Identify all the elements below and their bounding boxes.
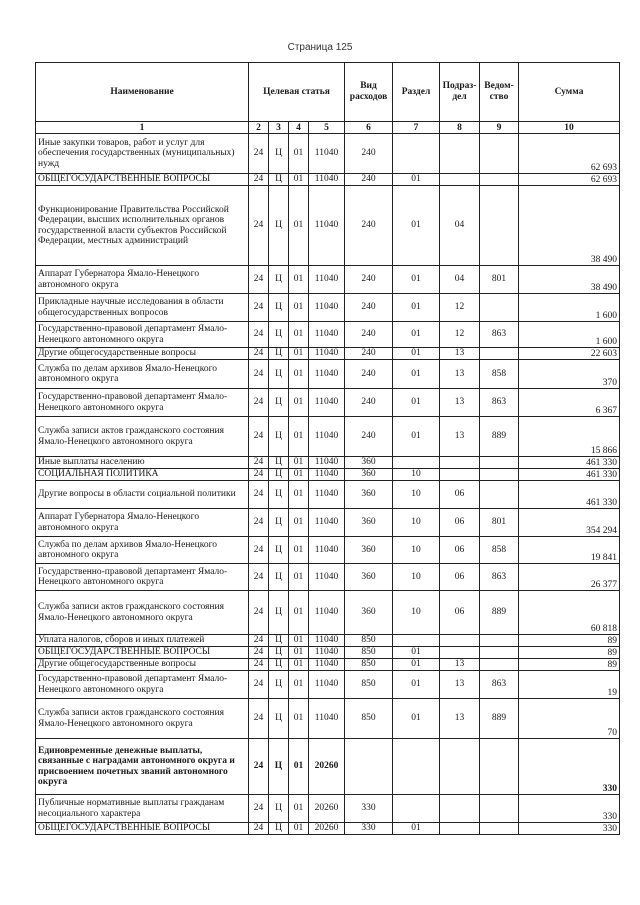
row-code-1: 24 [249,671,269,699]
header-subsection: Подраз-дел [440,63,480,122]
row-code-2: Ц [269,481,289,509]
row-code-2: Ц [269,294,289,322]
row-expense-type: 240 [345,348,393,360]
column-number: 4 [289,122,309,134]
row-section: 10 [393,537,440,564]
row-subsection: 13 [440,671,480,699]
row-subsection [440,469,480,481]
row-code-2: Ц [269,322,289,348]
row-code-1: 24 [249,659,269,671]
row-sum: 38 490 [519,266,620,294]
row-sum: 15 866 [519,417,620,457]
table-row [36,360,620,389]
row-section: 01 [393,360,440,389]
row-sum: 62 693 [519,174,620,186]
row-section: 01 [393,647,440,659]
row-code-2: Ц [269,174,289,186]
row-code-1: 24 [249,591,269,635]
row-code-4: 11040 [309,659,345,671]
table-row [36,635,620,647]
row-subsection: 13 [440,360,480,389]
row-code-2: Ц [269,509,289,537]
row-expense-type: 240 [345,322,393,348]
row-code-4: 11040 [309,186,345,266]
row-section [393,134,440,174]
row-sum: 38 490 [519,186,620,266]
column-number: 9 [480,122,519,134]
row-sum: 89 [519,635,620,647]
row-expense-type: 850 [345,671,393,699]
row-code-3: 01 [289,322,309,348]
row-agency [480,174,519,186]
row-subsection: 06 [440,509,480,537]
row-sum: 19 841 [519,537,620,564]
row-code-4: 11040 [309,469,345,481]
row-code-1: 24 [249,739,269,795]
row-name: ОБЩЕГОСУДАРСТВЕННЫЕ ВОПРОСЫ [36,647,249,659]
row-expense-type: 360 [345,537,393,564]
row-code-3: 01 [289,389,309,417]
row-agency: 889 [480,591,519,635]
row-code-2: Ц [269,699,289,739]
row-subsection [440,823,480,835]
row-name: Функционирование Правительства Российской Федерации, высших исполнительных органов государственной власти субъектов Российской Федерации, местных администраций [36,186,249,266]
row-subsection [440,739,480,795]
row-section: 01 [393,699,440,739]
header-section: Раздел [393,63,440,122]
row-code-1: 24 [249,266,269,294]
row-name: Другие общегосударственные вопросы [36,659,249,671]
row-section [393,635,440,647]
row-code-3: 01 [289,469,309,481]
row-agency: 858 [480,537,519,564]
row-agency [480,186,519,266]
header-sum: Сумма [519,63,620,122]
header-name: Наименование [36,63,249,122]
row-sum: 1 600 [519,294,620,322]
page-number: Страница 125 [287,42,353,53]
row-code-1: 24 [249,564,269,591]
row-code-1: 24 [249,294,269,322]
row-sum: 6 367 [519,389,620,417]
table-row [36,699,620,739]
row-section: 01 [393,823,440,835]
row-name: Аппарат Губернатора Ямало-Ненецкого автономного округа [36,266,249,294]
row-name: Иные выплаты населению [36,457,249,469]
row-agency: 863 [480,671,519,699]
row-sum: 19 [519,671,620,699]
row-code-4: 11040 [309,322,345,348]
row-subsection [440,795,480,823]
row-code-3: 01 [289,795,309,823]
row-name: Другие общегосударственные вопросы [36,348,249,360]
row-code-3: 01 [289,294,309,322]
row-code-3: 01 [289,417,309,457]
row-code-1: 24 [249,457,269,469]
row-name: ОБЩЕГОСУДАРСТВЕННЫЕ ВОПРОСЫ [36,823,249,835]
table-row [36,174,620,186]
row-code-2: Ц [269,537,289,564]
table-row [36,294,620,322]
row-subsection: 06 [440,537,480,564]
row-agency [480,481,519,509]
row-sum: 70 [519,699,620,739]
row-name: Государственно-правовой департамент Ямало-Ненецкого автономного округа [36,322,249,348]
row-code-4: 11040 [309,671,345,699]
row-agency [480,469,519,481]
row-code-2: Ц [269,647,289,659]
row-sum: 461 330 [519,457,620,469]
row-code-4: 11040 [309,417,345,457]
table-row [36,671,620,699]
row-agency: 801 [480,509,519,537]
row-agency [480,457,519,469]
row-section: 10 [393,564,440,591]
row-sum: 22 603 [519,348,620,360]
row-subsection: 06 [440,591,480,635]
row-subsection [440,635,480,647]
row-code-3: 01 [289,739,309,795]
row-name: Другие вопросы в области социальной политики [36,481,249,509]
column-number: 3 [269,122,289,134]
row-expense-type: 240 [345,134,393,174]
row-subsection: 13 [440,389,480,417]
row-section: 01 [393,348,440,360]
row-expense-type: 850 [345,659,393,671]
row-code-4: 20260 [309,823,345,835]
row-code-3: 01 [289,266,309,294]
row-code-3: 01 [289,699,309,739]
row-code-3: 01 [289,174,309,186]
row-code-3: 01 [289,659,309,671]
row-code-2: Ц [269,795,289,823]
row-code-3: 01 [289,481,309,509]
row-code-4: 11040 [309,509,345,537]
row-section: 01 [393,186,440,266]
column-number: 10 [519,122,620,134]
row-name: Аппарат Губернатора Ямало-Ненецкого автономного округа [36,509,249,537]
row-code-2: Ц [269,823,289,835]
row-agency [480,134,519,174]
row-code-4: 20260 [309,795,345,823]
row-sum: 461 330 [519,481,620,509]
row-code-4: 11040 [309,647,345,659]
row-agency: 801 [480,266,519,294]
row-name: Государственно-правовой департамент Ямало-Ненецкого автономного округа [36,389,249,417]
table-row [36,591,620,635]
row-subsection: 13 [440,699,480,739]
row-code-1: 24 [249,795,269,823]
row-name: Государственно-правовой департамент Ямало-Ненецкого автономного округа [36,671,249,699]
row-code-3: 01 [289,134,309,174]
row-code-2: Ц [269,659,289,671]
row-code-1: 24 [249,481,269,509]
row-name: Государственно-правовой департамент Ямало-Ненецкого автономного округа [36,564,249,591]
table-row [36,564,620,591]
row-agency [480,795,519,823]
row-expense-type: 240 [345,389,393,417]
row-sum: 89 [519,647,620,659]
row-subsection [440,647,480,659]
row-code-4: 11040 [309,564,345,591]
row-section [393,457,440,469]
row-sum: 370 [519,360,620,389]
table-row [36,739,620,795]
table-row [36,348,620,360]
table-row [36,417,620,457]
row-code-1: 24 [249,174,269,186]
row-code-3: 01 [289,564,309,591]
row-code-2: Ц [269,564,289,591]
row-expense-type: 240 [345,186,393,266]
row-code-4: 11040 [309,389,345,417]
row-code-1: 24 [249,322,269,348]
row-sum: 89 [519,659,620,671]
row-code-3: 01 [289,186,309,266]
row-code-4: 11040 [309,266,345,294]
row-code-2: Ц [269,266,289,294]
row-code-2: Ц [269,591,289,635]
row-code-3: 01 [289,635,309,647]
row-agency: 889 [480,699,519,739]
row-code-1: 24 [249,509,269,537]
row-code-2: Ц [269,457,289,469]
header-exp-type: Вид расходов [345,63,393,122]
row-code-3: 01 [289,647,309,659]
row-code-1: 24 [249,186,269,266]
row-code-2: Ц [269,389,289,417]
row-section: 01 [393,174,440,186]
row-expense-type: 240 [345,294,393,322]
row-name: Прикладные научные исследования в области общегосударственных вопросов [36,294,249,322]
row-sum: 354 294 [519,509,620,537]
row-sum: 330 [519,823,620,835]
row-code-3: 01 [289,348,309,360]
row-code-4: 11040 [309,457,345,469]
row-expense-type: 240 [345,360,393,389]
row-code-2: Ц [269,469,289,481]
row-section [393,739,440,795]
row-subsection: 06 [440,481,480,509]
row-section: 01 [393,294,440,322]
budget-table [35,62,620,835]
row-name: Служба записи актов гражданского состояния Ямало-Ненецкого автономного округа [36,417,249,457]
row-subsection: 06 [440,564,480,591]
column-number: 2 [249,122,269,134]
row-agency: 858 [480,360,519,389]
row-code-4: 11040 [309,348,345,360]
table-row [36,647,620,659]
row-subsection: 04 [440,266,480,294]
row-agency: 863 [480,564,519,591]
row-subsection: 12 [440,294,480,322]
row-agency [480,348,519,360]
table-row [36,322,620,348]
row-section: 10 [393,469,440,481]
row-code-1: 24 [249,360,269,389]
row-expense-type: 360 [345,509,393,537]
table-row [36,389,620,417]
table-row [36,509,620,537]
table-row [36,186,620,266]
table-row [36,659,620,671]
row-code-2: Ц [269,360,289,389]
row-code-1: 24 [249,389,269,417]
row-section: 10 [393,591,440,635]
row-code-1: 24 [249,469,269,481]
row-name: Служба записи актов гражданского состояния Ямало-Ненецкого автономного округа [36,699,249,739]
row-expense-type: 240 [345,266,393,294]
row-code-3: 01 [289,823,309,835]
table-row [36,266,620,294]
row-agency [480,659,519,671]
row-sum: 62 693 [519,134,620,174]
row-expense-type: 360 [345,481,393,509]
row-subsection: 13 [440,659,480,671]
row-code-1: 24 [249,134,269,174]
column-number: 6 [345,122,393,134]
table-row [36,481,620,509]
row-code-2: Ц [269,134,289,174]
row-sum: 26 377 [519,564,620,591]
row-subsection: 13 [440,417,480,457]
row-code-1: 24 [249,635,269,647]
row-code-4: 11040 [309,635,345,647]
row-code-1: 24 [249,823,269,835]
row-name: Служба записи актов гражданского состояния Ямало-Ненецкого автономного округа [36,591,249,635]
row-section: 01 [393,671,440,699]
row-code-2: Ц [269,671,289,699]
row-code-4: 11040 [309,699,345,739]
row-expense-type: 360 [345,457,393,469]
row-code-2: Ц [269,348,289,360]
table-row [36,134,620,174]
row-section: 01 [393,659,440,671]
row-agency: 863 [480,389,519,417]
row-subsection [440,457,480,469]
row-subsection: 13 [440,348,480,360]
row-expense-type: 240 [345,417,393,457]
row-name: Иные закупки товаров, работ и услуг для обеспечения государственных (муниципальных) нужд [36,134,249,174]
row-expense-type: 850 [345,699,393,739]
row-code-1: 24 [249,699,269,739]
row-name: Служба по делам архивов Ямало-Ненецкого автономного округа [36,360,249,389]
row-code-4: 11040 [309,294,345,322]
row-subsection: 12 [440,322,480,348]
row-sum: 330 [519,739,620,795]
row-subsection [440,134,480,174]
row-section: 01 [393,417,440,457]
column-number: 7 [393,122,440,134]
table-row [36,469,620,481]
row-agency [480,635,519,647]
header-target: Целевая статья [249,63,345,122]
row-section [393,795,440,823]
row-code-2: Ц [269,417,289,457]
table-row [36,823,620,835]
row-code-4: 11040 [309,174,345,186]
row-code-3: 01 [289,591,309,635]
row-code-3: 01 [289,537,309,564]
row-code-4: 20260 [309,739,345,795]
row-code-4: 11040 [309,537,345,564]
row-sum: 60 818 [519,591,620,635]
row-code-4: 11040 [309,591,345,635]
row-sum: 330 [519,795,620,823]
row-expense-type: 360 [345,591,393,635]
row-expense-type: 360 [345,469,393,481]
row-expense-type: 850 [345,635,393,647]
row-code-1: 24 [249,417,269,457]
row-agency [480,294,519,322]
row-agency [480,739,519,795]
row-code-2: Ц [269,186,289,266]
row-code-3: 01 [289,457,309,469]
column-number-row [36,122,620,134]
row-expense-type: 360 [345,564,393,591]
table-row [36,795,620,823]
row-code-3: 01 [289,671,309,699]
column-number: 8 [440,122,480,134]
row-agency: 863 [480,322,519,348]
row-code-1: 24 [249,348,269,360]
row-agency: 889 [480,417,519,457]
row-expense-type: 330 [345,823,393,835]
row-code-1: 24 [249,647,269,659]
row-expense-type [345,739,393,795]
row-code-3: 01 [289,360,309,389]
row-subsection [440,174,480,186]
row-section: 01 [393,266,440,294]
row-code-2: Ц [269,739,289,795]
row-agency [480,823,519,835]
row-name: Служба по делам архивов Ямало-Ненецкого автономного округа [36,537,249,564]
table-row [36,457,620,469]
row-expense-type: 850 [345,647,393,659]
row-name: ОБЩЕГОСУДАРСТВЕННЫЕ ВОПРОСЫ [36,174,249,186]
row-section: 10 [393,509,440,537]
header-agency: Ведом-ство [480,63,519,122]
row-sum: 461 330 [519,469,620,481]
table-header-row [36,63,620,122]
row-code-3: 01 [289,509,309,537]
row-expense-type: 240 [345,174,393,186]
row-code-4: 11040 [309,134,345,174]
row-expense-type: 330 [345,795,393,823]
row-sum: 1 600 [519,322,620,348]
row-section: 10 [393,481,440,509]
row-code-2: Ц [269,635,289,647]
row-agency [480,647,519,659]
table-row [36,537,620,564]
row-section: 01 [393,389,440,417]
row-code-4: 11040 [309,481,345,509]
row-section: 01 [393,322,440,348]
row-subsection: 04 [440,186,480,266]
row-name: Публичные нормативные выплаты гражданам несоциального характера [36,795,249,823]
row-code-1: 24 [249,537,269,564]
row-name: СОЦИАЛЬНАЯ ПОЛИТИКА [36,469,249,481]
row-name: Единовременные денежные выплаты, связанные с наградами автономного округа и присвоением почетных званий автономного округа [36,739,249,795]
row-code-4: 11040 [309,360,345,389]
column-number: 1 [36,122,249,134]
row-name: Уплата налогов, сборов и иных платежей [36,635,249,647]
column-number: 5 [309,122,345,134]
